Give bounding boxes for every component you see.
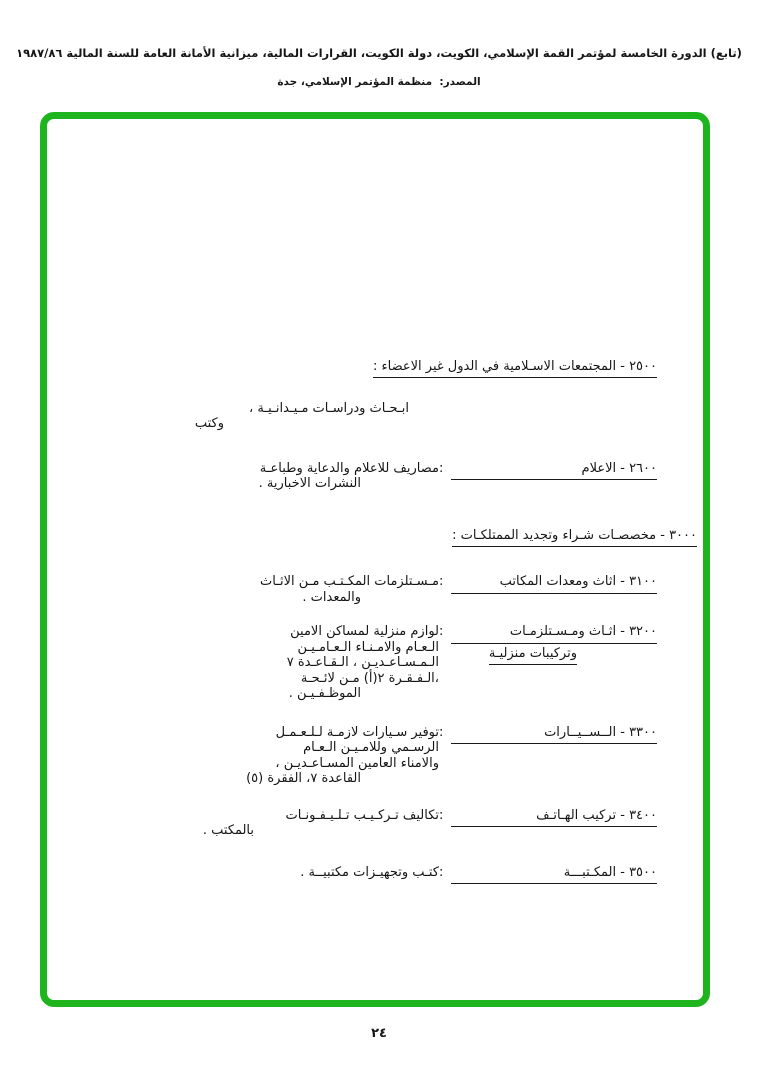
budget-item-3200: [137, 624, 657, 702]
item-description-3100: [137, 574, 439, 605]
desc-line: وكتب: [194, 416, 224, 431]
section-heading-3000: [177, 528, 697, 544]
desc-line: والامناء العامين المسـاعـديـن ،: [275, 755, 439, 771]
item-title-3200: [439, 624, 657, 661]
desc-line: توفير سـيارات لازمـة لـلـعـمـل: [275, 724, 439, 740]
green-border-frame: [40, 112, 710, 1007]
item-label: ٣٥٠٠ - المكـتبـــة: [451, 865, 657, 885]
desc-line: مـسـتلزمات المكـتـب مـن الاثـاث: [259, 574, 439, 589]
colon-separator: :: [439, 724, 444, 740]
item-title-3300: [439, 725, 657, 745]
budget-items-content: [137, 231, 697, 884]
item-description-3200: [137, 624, 439, 702]
item-description-3300: [137, 725, 439, 787]
desc-line: الـعـام والامـنـاء الـعـامـيـن: [297, 639, 439, 655]
desc-line: ،الـفـقـرة ٢(أ) مـن لائـحـة: [300, 670, 439, 686]
colon-separator: :: [439, 864, 444, 880]
item-description-2600: [137, 461, 439, 492]
item-title-3100: [439, 574, 657, 594]
desc-line: ابـحـاث ودراسـات مـيـدانـيـة ،: [249, 400, 409, 416]
budget-item-3500: [137, 865, 657, 885]
budget-item-3400: [137, 808, 657, 839]
item-label: ٣٤٠٠ - تركيب الهـاتـف: [451, 808, 657, 828]
desc-line: الـمـسـاعـديـن ، الـقـاعـدة ٧: [286, 655, 439, 670]
page-number: ٢٤: [371, 1026, 387, 1041]
colon-separator: :: [439, 460, 444, 476]
item-title-line2: [439, 646, 577, 662]
section-heading-2500: [137, 359, 657, 375]
document-header: (تابع) الدورة الخامسة لمؤتمر القمة الإسلامي، الكويت، دولة الكويت، القرارات المالية، ميزانية الأمانة العامة للسنة المالية ١٩٨٧/٨٦: [16, 46, 742, 60]
item-label: ٣١٠٠ - اثاث ومعدات المكاتب: [451, 574, 657, 594]
item-title-line1: [439, 624, 657, 644]
colon-separator: :: [439, 624, 444, 639]
section-2500-description: [137, 401, 409, 432]
desc-line: النشرات الاخبارية .: [258, 476, 361, 491]
desc-line: تكاليف تـركـيـب تـلـيـفـونـات: [285, 807, 439, 823]
desc-line: كتـب وتجهيـزات مكتبيــة .: [300, 864, 439, 880]
budget-item-2600: [137, 461, 657, 492]
item-title-3400: [439, 808, 657, 828]
item-title-2600: [439, 461, 657, 481]
section-2500-label: ٢٥٠٠ - المجتمعات الاسـلامية في الدول غير الاعضاء :: [373, 359, 657, 378]
desc-line: القاعدة ٧، الفقرة (٥): [246, 771, 361, 786]
budget-item-3100: [137, 574, 657, 605]
item-title-3500: [439, 865, 657, 885]
item-label-continued: وتركيبات منزليـة: [489, 646, 577, 665]
item-description-3400: [137, 808, 439, 839]
colon-separator: :: [439, 807, 444, 823]
item-label: ٣٢٠٠ - اثـاث ومـسـتلزمـات: [451, 624, 657, 644]
desc-line: لوازم منزلية لمساكن الامين: [290, 624, 439, 639]
source-line: المصدر: منظمة المؤتمر الإسلامي، جدة: [277, 76, 481, 88]
desc-line: مصاريف للاعلام والدعاية وطباعـة: [259, 460, 439, 476]
desc-line: الموظـفـيـن .: [288, 686, 361, 701]
desc-line: الرسـمي وللامـيـن الـعـام: [303, 740, 439, 755]
colon-separator: :: [439, 574, 444, 589]
budget-item-3300: [137, 725, 657, 787]
item-label: ٢٦٠٠ - الاعلام: [451, 461, 657, 481]
item-description-3500: [137, 865, 439, 881]
desc-line: بالمكتب .: [202, 823, 254, 838]
item-label: ٣٣٠٠ - الــســيــارات: [451, 725, 657, 745]
desc-line: والمعدات .: [302, 589, 361, 605]
section-3000-label: ٣٠٠٠ - مخصصـات شـراء وتجديد الممتلكـات :: [452, 528, 697, 547]
